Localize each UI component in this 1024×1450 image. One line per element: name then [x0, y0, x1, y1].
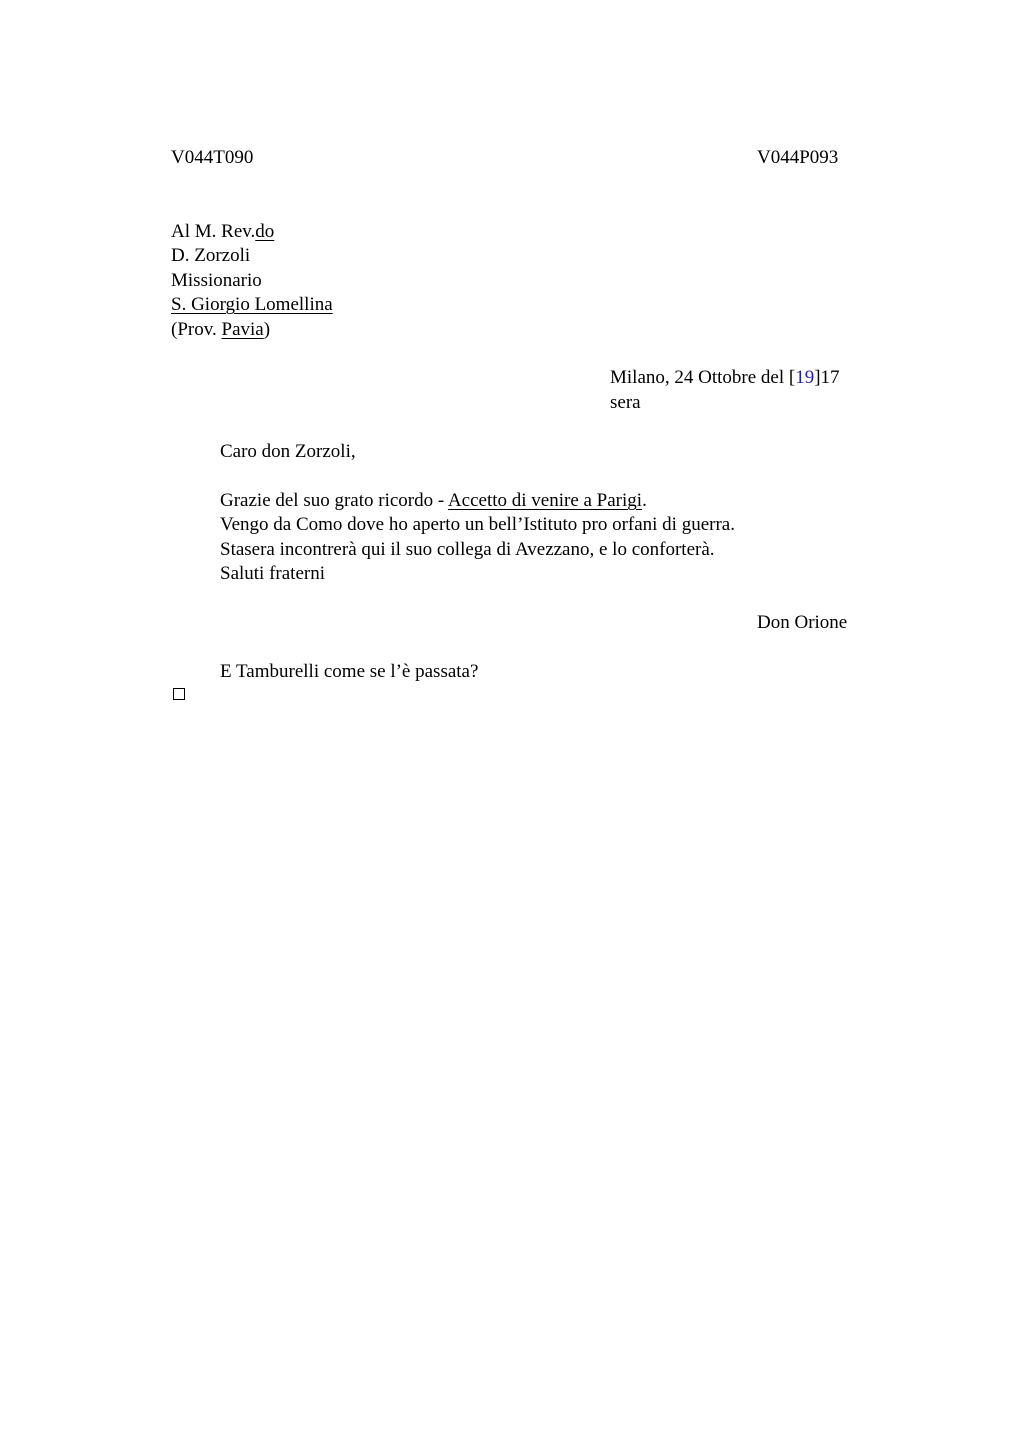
province-close: ) — [263, 319, 271, 340]
dateline-date — [610, 366, 840, 390]
body-line-2: Vengo da Como dove ho aperto un bell’Istituto pro orfani di guerra. — [220, 514, 735, 535]
salutation: Caro don Zorzoli, — [220, 441, 356, 462]
body-line-1-underlined: Accetto di venire a Parigi — [447, 490, 643, 511]
address-line-province — [171, 318, 270, 342]
document-code-left: V044T090 — [171, 147, 254, 168]
checkbox-icon — [173, 688, 185, 700]
address-line-town: S. Giorgio Lomellina — [171, 294, 333, 315]
address-line-title — [171, 220, 274, 244]
postscript: E Tamburelli come se l’è passata? — [220, 661, 479, 682]
body-line-3: Stasera incontrerà qui il suo collega di Avezzano, e lo conforterà. — [220, 539, 715, 560]
signature: Don Orione — [757, 612, 848, 633]
body-line-1 — [220, 489, 647, 513]
body-line-1-period: . — [642, 490, 647, 511]
address-line-role: Missionario — [171, 270, 262, 291]
body-line-4: Saluti fraterni — [220, 563, 325, 584]
document-code-right: V044P093 — [757, 147, 839, 168]
body-line-1-text: Grazie del suo grato ricordo - — [220, 490, 448, 511]
date-after: ]17 — [814, 367, 840, 388]
address-title-suffix: do — [255, 221, 275, 242]
province-open: (Prov. — [171, 319, 222, 340]
address-title-prefix: Al M. Rev. — [171, 221, 256, 242]
date-editorial-insert: 19 — [795, 367, 815, 388]
date-before: Milano, 24 Ottobre del [ — [610, 367, 796, 388]
dateline-time: sera — [610, 392, 641, 413]
province-name: Pavia — [221, 319, 264, 340]
address-line-name: D. Zorzoli — [171, 245, 251, 266]
